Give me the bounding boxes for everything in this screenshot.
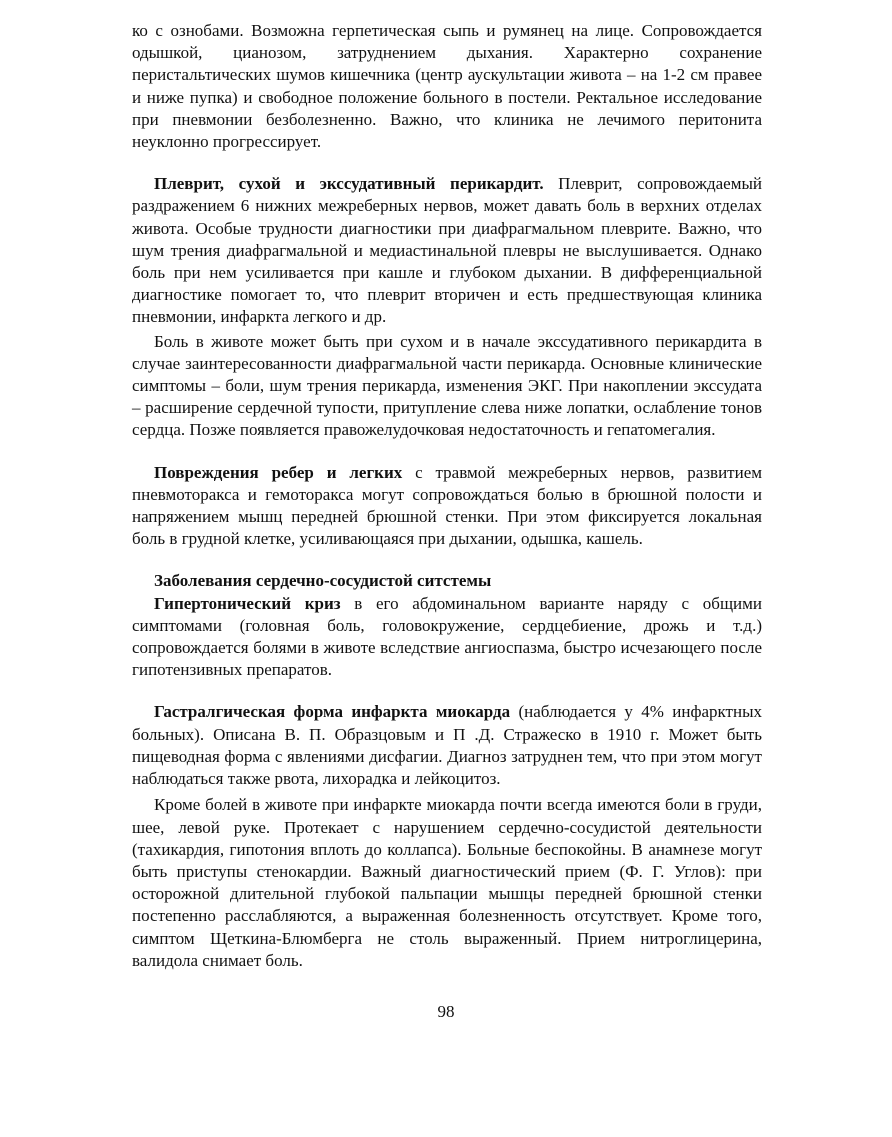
term-ribs: Повреждения ребер и легких [154, 462, 403, 482]
paragraph-ribs [132, 462, 762, 551]
text-infarction: (наблюдается у 4% инфарктных больных). Описана В. П. Образцовым и П .Д. Стражеско в 1910 г. Может быть пищеводная форма с явлениями дисфагии. Диагноз затруднен тем, что при этом могут наблюдаться также рвота, лихорадка и лейкоцитоз. [132, 702, 762, 789]
text-ribs: с травмой межреберных нервов, развитием пневмоторакса и гемоторакса могут сопровождаться болью в брюшной полости и напряжением мышц передней брюшной стенки. При этом фиксируется локальная боль в грудной клетке, усиливающаяся при дыхании, одышка, кашель. [132, 462, 763, 549]
term-infarction: Гастралгическая форма инфаркта миокарда [154, 702, 511, 722]
page-number: 98 [437, 1002, 455, 1021]
section-heading: Заболевания сердечно-сосудистой ситстемы [154, 571, 492, 591]
paragraph-pericarditis: Боль в животе может быть при сухом и в начале экссудативного перикардита в случае заинтересованности диафрагмальной части перикарда. Основные клинические симптомы – боли, шум трения перикарда, изменения ЭКГ. При накоплении экссудата – расширение сердечной тупости, притупление слева ниже лопатки, ослабление тонов сердца. Позже появляется правожелудочковая недостаточность и гепатомегалия. [132, 331, 762, 440]
paragraph-infarction [132, 701, 762, 790]
paragraph-crisis [132, 593, 762, 682]
term-pleurisy: Плеврит, сухой и экссудативный перикардит. [154, 174, 544, 194]
page-text [132, 20, 762, 972]
term-crisis: Гипертонический криз [154, 593, 341, 613]
text-pleurisy: Плеврит, сопровождаемый раздражением 6 нижних межреберных нервов, может давать боль в верхних отделах живота. Особые трудности диагностики при диафрагмальном плеврите. Важно, что шум трения диафрагмальной и медиастинальной плевры не выслушивается. Однако боль при нем усиливается при кашле и глубоком дыхании. В дифференциальной диагностике помогает то, что плеврит вторичен и есть предшествующая клиника пневмонии, инфаркта легкого и др. [132, 174, 762, 327]
paragraph-pneumonia-end: ко с ознобами. Возможна герпетическая сыпь и румянец на лице. Сопровождается одышкой, цианозом, затруднением дыхания. Характерно сохранение перистальтических шумов кишечника (центр аускультации живота – на 1-2 см правее и ниже пупка) и свободное положение больного в постели. Ректальное исследование при пневмонии безболезненно. Важно, что клиника не лечимого перитонита неуклонно прогрессирует. [132, 21, 762, 152]
text-crisis: в его абдоминальном варианте наряду с общими симптомами (головная боль, головокружение, сердцебиение, дрожь и т.д.) сопровождается болями в животе вследствие ангиоспазма, быстро исчезающего после гипотензивных препаратов. [132, 593, 762, 680]
paragraph-pleurisy [132, 173, 762, 328]
paragraph-infarction-2: Кроме болей в животе при инфаркте миокарда почти всегда имеются боли в груди, шее, левой руке. Протекает с нарушением сердечно-сосудистой деятельности (тахикардия, гипотония вплоть до коллапса). Больные беспокойны. В анамнезе могут быть приступы стенокардии. Важный диагностический прием (Ф. Г. Углов): при осторожной длительной глубокой пальпации мышцы передней брюшной стенки постепенно расслабляются, а выраженная болезненность отсутствует. Кроме того, симптом Щеткина-Блюмберга не столь выраженный. Прием нитроглицерина, валидола снимает боль. [132, 795, 762, 970]
